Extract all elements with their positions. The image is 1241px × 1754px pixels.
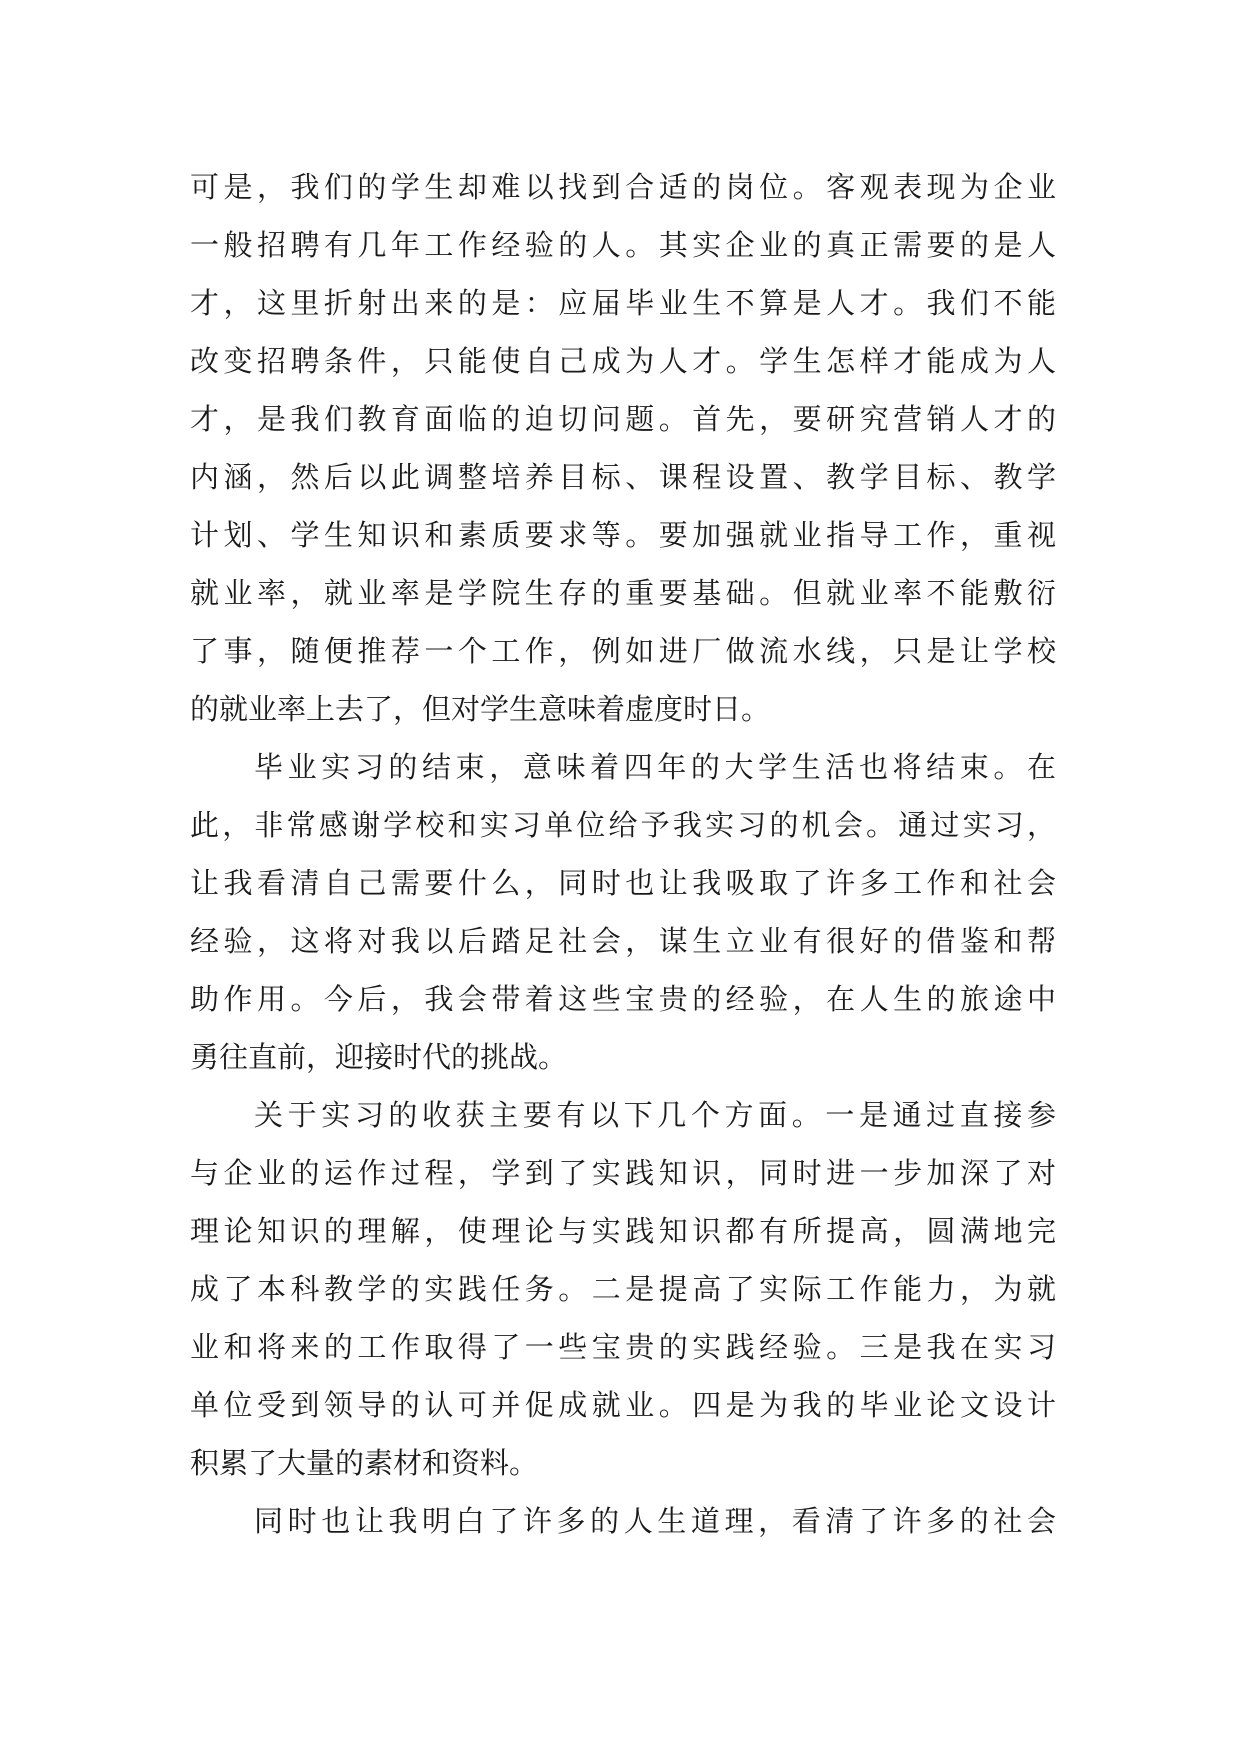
text-line: 让我看清自己需要什么，同时也让我吸取了许多工作和社会 [190, 866, 1056, 900]
text-line: 才，这里折射出来的是：应届毕业生不算是人才。我们不能 [190, 286, 1056, 320]
text-line: 经验，这将对我以后踏足社会，谋生立业有很好的借鉴和帮 [190, 924, 1056, 958]
paragraph-first-line: 毕业实习的结束，意味着四年的大学生活也将结束。在 [254, 750, 1056, 784]
text-line: 助作用。今后，我会带着这些宝贵的经验，在人生的旅途中 [190, 982, 1056, 1016]
text-line: 可是，我们的学生却难以找到合适的岗位。客观表现为企业 [190, 170, 1056, 204]
text-line: 就业率，就业率是学院生存的重要基础。但就业率不能敷衍 [190, 576, 1056, 610]
text-line: 内涵，然后以此调整培养目标、课程设置、教学目标、教学 [190, 460, 1056, 494]
paragraph-first-line: 关于实习的收获主要有以下几个方面。一是通过直接参 [254, 1098, 1056, 1132]
text-line: 一般招聘有几年工作经验的人。其实企业的真正需要的是人 [190, 228, 1056, 262]
text-line: 业和将来的工作取得了一些宝贵的实践经验。三是我在实习 [190, 1330, 1056, 1364]
text-line: 勇往直前，迎接时代的挑战。 [190, 1040, 568, 1074]
text-line: 才，是我们教育面临的迫切问题。首先，要研究营销人才的 [190, 402, 1056, 436]
text-line: 改变招聘条件，只能使自己成为人才。学生怎样才能成为人 [190, 344, 1056, 378]
paragraph-first-line: 同时也让我明白了许多的人生道理，看清了许多的社会 [254, 1504, 1056, 1538]
text-line: 单位受到领导的认可并促成就业。四是为我的毕业论文设计 [190, 1388, 1056, 1422]
text-line: 计划、学生知识和素质要求等。要加强就业指导工作，重视 [190, 518, 1056, 552]
text-line: 的就业率上去了，但对学生意味着虚度时日。 [190, 692, 771, 726]
text-line: 此，非常感谢学校和实习单位给予我实习的机会。通过实习， [190, 808, 1056, 842]
text-line: 成了本科教学的实践任务。二是提高了实际工作能力，为就 [190, 1272, 1056, 1306]
text-line: 积累了大量的素材和资料。 [190, 1446, 539, 1480]
text-line: 与企业的运作过程，学到了实践知识，同时进一步加深了对 [190, 1156, 1056, 1190]
text-line: 了事，随便推荐一个工作，例如进厂做流水线，只是让学校 [190, 634, 1056, 668]
text-line: 理论知识的理解，使理论与实践知识都有所提高，圆满地完 [190, 1214, 1056, 1248]
document-page [190, 158, 1056, 1550]
